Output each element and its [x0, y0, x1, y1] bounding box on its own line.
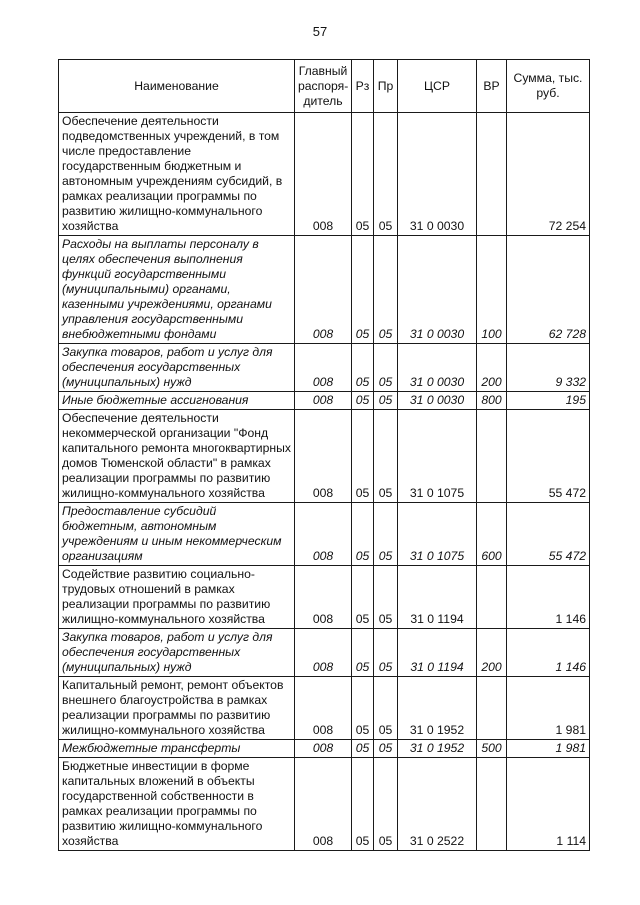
header-name: Наименование	[59, 60, 295, 113]
table-row	[59, 677, 590, 740]
cell-name: Расходы на выплаты персоналу в целях обеспечения выполнения функций государственными (муниципальными) органами, казенными учреждениями, органами управления государственными внебюджетными фондами	[59, 236, 295, 344]
cell-vr: 500	[477, 740, 507, 758]
table-row	[59, 113, 590, 236]
cell-name: Закупка товаров, работ и услуг для обеспечения государственных (муниципальных) нужд	[59, 344, 295, 392]
cell-name: Межбюджетные трансферты	[59, 740, 295, 758]
header-pr: Пр	[374, 60, 398, 113]
cell-name: Капитальный ремонт, ремонт объектов внешнего благоустройства в рамках реализации программы по развитию жилищно-коммунального хозяйства	[59, 677, 295, 740]
cell-pr: 05	[374, 740, 398, 758]
cell-sum: 1 146	[507, 629, 590, 677]
cell-name: Содействие развитию социально-трудовых отношений в рамках реализации программы по развитию жилищно-коммунального хозяйства	[59, 566, 295, 629]
table-body	[59, 113, 590, 851]
cell-admin: 008	[295, 113, 352, 236]
cell-sum: 62 728	[507, 236, 590, 344]
cell-rz: 05	[352, 758, 374, 851]
cell-rz: 05	[352, 410, 374, 503]
cell-pr: 05	[374, 113, 398, 236]
header-vr: ВР	[477, 60, 507, 113]
cell-name: Иные бюджетные ассигнования	[59, 392, 295, 410]
cell-rz: 05	[352, 236, 374, 344]
cell-rz: 05	[352, 677, 374, 740]
cell-vr	[477, 677, 507, 740]
cell-name: Обеспечение деятельности подведомственных учреждений, в том числе предоставление государственным бюджетным и автономным учреждениям субсидий, в рамках реализации программы по развитию жилищно-коммунального хозяйства	[59, 113, 295, 236]
header-admin: Главный распоря-дитель	[295, 60, 352, 113]
header-csr: ЦСР	[398, 60, 477, 113]
cell-vr: 600	[477, 503, 507, 566]
cell-sum: 1 981	[507, 677, 590, 740]
cell-sum: 72 254	[507, 113, 590, 236]
cell-rz: 05	[352, 344, 374, 392]
cell-pr: 05	[374, 344, 398, 392]
page-number: 57	[312, 24, 328, 39]
cell-sum: 1 146	[507, 566, 590, 629]
cell-name: Предоставление субсидий бюджетным, автономным учреждениям и иным некоммерческим организациям	[59, 503, 295, 566]
header-rz: Рз	[352, 60, 374, 113]
cell-vr: 200	[477, 629, 507, 677]
cell-vr	[477, 113, 507, 236]
budget-table	[58, 59, 590, 851]
cell-rz: 05	[352, 740, 374, 758]
table-row	[59, 629, 590, 677]
cell-pr: 05	[374, 629, 398, 677]
table-header-row	[59, 60, 590, 113]
cell-sum: 1 114	[507, 758, 590, 851]
cell-csr: 31 0 0030	[398, 344, 477, 392]
cell-admin: 008	[295, 740, 352, 758]
cell-name: Бюджетные инвестиции в форме капитальных вложений в объекты государственной собственности в рамках реализации программы по развитию жилищно-коммунального хозяйства	[59, 758, 295, 851]
cell-csr: 31 0 1952	[398, 740, 477, 758]
cell-pr: 05	[374, 758, 398, 851]
cell-rz: 05	[352, 503, 374, 566]
cell-admin: 008	[295, 236, 352, 344]
cell-sum: 195	[507, 392, 590, 410]
cell-csr: 31 0 1194	[398, 629, 477, 677]
cell-vr: 200	[477, 344, 507, 392]
cell-vr: 800	[477, 392, 507, 410]
cell-csr: 31 0 0030	[398, 392, 477, 410]
cell-csr: 31 0 1075	[398, 410, 477, 503]
table-row	[59, 566, 590, 629]
cell-sum: 1 981	[507, 740, 590, 758]
cell-admin: 008	[295, 758, 352, 851]
cell-csr: 31 0 2522	[398, 758, 477, 851]
cell-name: Закупка товаров, работ и услуг для обеспечения государственных (муниципальных) нужд	[59, 629, 295, 677]
cell-pr: 05	[374, 566, 398, 629]
cell-sum: 55 472	[507, 503, 590, 566]
table-row	[59, 503, 590, 566]
cell-pr: 05	[374, 410, 398, 503]
cell-csr: 31 0 0030	[398, 236, 477, 344]
table-row	[59, 236, 590, 344]
cell-vr	[477, 566, 507, 629]
table-row	[59, 410, 590, 503]
cell-admin: 008	[295, 629, 352, 677]
cell-csr: 31 0 0030	[398, 113, 477, 236]
cell-pr: 05	[374, 392, 398, 410]
table-row	[59, 392, 590, 410]
cell-admin: 008	[295, 677, 352, 740]
cell-rz: 05	[352, 113, 374, 236]
cell-sum: 55 472	[507, 410, 590, 503]
cell-rz: 05	[352, 392, 374, 410]
cell-vr: 100	[477, 236, 507, 344]
cell-rz: 05	[352, 566, 374, 629]
table-row	[59, 740, 590, 758]
cell-admin: 008	[295, 410, 352, 503]
cell-admin: 008	[295, 392, 352, 410]
cell-vr	[477, 410, 507, 503]
cell-name: Обеспечение деятельности некоммерческой организации "Фонд капитального ремонта многоквартирных домов Тюменской области" в рамках реализации программы по развитию жилищно-коммунального хозяйства	[59, 410, 295, 503]
header-sum: Сумма, тыс. руб.	[507, 60, 590, 113]
table-row	[59, 344, 590, 392]
cell-pr: 05	[374, 677, 398, 740]
cell-vr	[477, 758, 507, 851]
cell-sum: 9 332	[507, 344, 590, 392]
table-row	[59, 758, 590, 851]
cell-csr: 31 0 1952	[398, 677, 477, 740]
cell-rz: 05	[352, 629, 374, 677]
cell-pr: 05	[374, 503, 398, 566]
cell-admin: 008	[295, 344, 352, 392]
cell-csr: 31 0 1194	[398, 566, 477, 629]
cell-pr: 05	[374, 236, 398, 344]
cell-admin: 008	[295, 503, 352, 566]
cell-admin: 008	[295, 566, 352, 629]
cell-csr: 31 0 1075	[398, 503, 477, 566]
